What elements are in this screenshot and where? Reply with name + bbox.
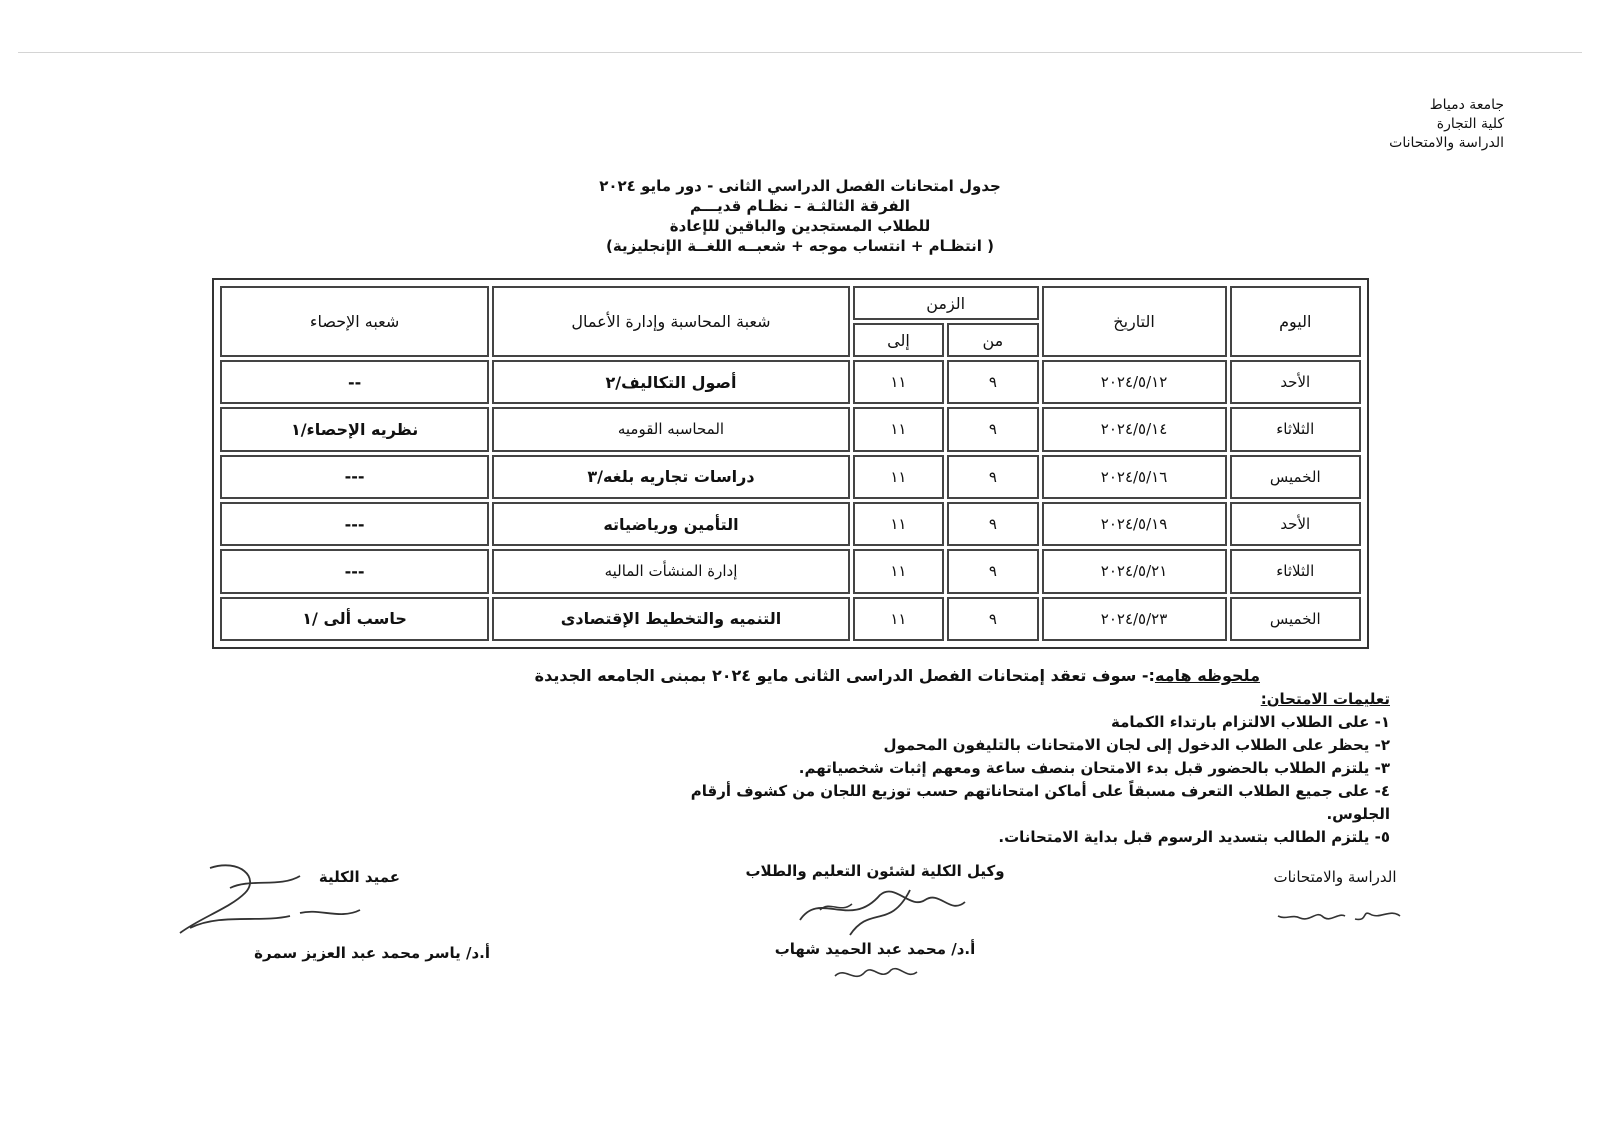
cell-day: الأحد: [1230, 360, 1362, 404]
cell-accounting: التأمين ورياضياته: [492, 502, 850, 546]
signature-block-dean: [170, 858, 490, 962]
instruction-item: ٥- يلتزم الطالب بتسديد الرسوم قبل بداية الامتحانات.: [998, 828, 1390, 846]
cell-statistics: ---: [220, 502, 489, 546]
cell-day: الخميس: [1230, 455, 1362, 499]
cell-statistics: --: [220, 360, 489, 404]
header-from: من: [947, 323, 1038, 357]
cell-date: ٢٠٢٤/٥/١٦: [1042, 455, 1227, 499]
note-text: :- سوف تعقد إمتحانات الفصل الدراسى الثانى مايو ٢٠٢٤ بمبنى الجامعه الجديدة: [534, 666, 1155, 685]
cell-accounting: دراسات تجاريه بلغه/٣: [492, 455, 850, 499]
cell-from: ٩: [947, 502, 1038, 546]
cell-day: الثلاثاء: [1230, 549, 1362, 593]
table-row: [220, 549, 1361, 593]
signature-title: وكيل الكلية لشئون التعليم والطلاب: [745, 862, 1005, 880]
cell-statistics: ---: [220, 455, 489, 499]
cell-to: ١١: [853, 597, 944, 641]
schedule-titles: [540, 176, 1060, 256]
department-name: الدراسة والامتحانات: [1389, 135, 1504, 151]
header-day: اليوم: [1230, 286, 1362, 357]
cell-date: ٢٠٢٤/٥/١٢: [1042, 360, 1227, 404]
note-label: ملحوظه هامه: [1154, 666, 1260, 685]
cell-accounting: أصول التكاليف/٢: [492, 360, 850, 404]
table-row: [220, 597, 1361, 641]
title-line-3: للطلاب المستجدين والباقين للإعادة: [669, 217, 931, 235]
university-name: جامعة دمياط: [1429, 97, 1504, 113]
institution-header: [1244, 96, 1504, 153]
instruction-item: ٣- يلتزم الطلاب بالحضور قبل بدء الامتحان بنصف ساعة ومعهم إثبات شخصياتهم.: [798, 759, 1390, 777]
handwritten-date-icon: [815, 958, 935, 988]
table-row: [220, 407, 1361, 451]
table-row: [220, 455, 1361, 499]
cell-from: ٩: [947, 360, 1038, 404]
instructions-title: تعليمات الامتحان:: [1260, 690, 1390, 708]
signature-block-exams: [1240, 868, 1430, 936]
signature-name: أ.د/ محمد عبد الحميد شهاب: [774, 940, 976, 958]
table-row: [220, 360, 1361, 404]
exam-instructions: [670, 688, 1390, 849]
signature-block-vice-dean: [740, 862, 1010, 988]
header-time: الزمن: [853, 286, 1039, 320]
handwritten-signature-icon: [760, 880, 990, 940]
instruction-item: ١- على الطلاب الالتزام بارتداء الكمامة: [1111, 713, 1390, 731]
cell-from: ٩: [947, 549, 1038, 593]
cell-statistics: حاسب ألى /١: [220, 597, 489, 641]
cell-accounting: المحاسبه القوميه: [492, 407, 850, 451]
exam-schedule-table: [212, 278, 1369, 649]
header-accounting: شعبة المحاسبة وإدارة الأعمال: [492, 286, 850, 357]
cell-date: ٢٠٢٤/٥/١٤: [1042, 407, 1227, 451]
cell-day: الأحد: [1230, 502, 1362, 546]
cell-to: ١١: [853, 360, 944, 404]
cell-accounting: التنميه والتخطيط الإقتصادى: [492, 597, 850, 641]
header-statistics: شعبه الإحصاء: [220, 286, 489, 357]
cell-to: ١١: [853, 407, 944, 451]
cell-date: ٢٠٢٤/٥/٢٣: [1042, 597, 1227, 641]
cell-accounting: إدارة المنشأت الماليه: [492, 549, 850, 593]
important-note: [430, 666, 1260, 685]
cell-to: ١١: [853, 502, 944, 546]
table-row: [220, 502, 1361, 546]
page-top-rule: [18, 52, 1582, 53]
cell-date: ٢٠٢٤/٥/١٩: [1042, 502, 1227, 546]
faculty-name: كلية التجارة: [1436, 116, 1504, 132]
cell-statistics: ---: [220, 549, 489, 593]
header-to: إلى: [853, 323, 944, 357]
cell-to: ١١: [853, 549, 944, 593]
cell-date: ٢٠٢٤/٥/٢١: [1042, 549, 1227, 593]
instruction-item: ٤- على جميع الطلاب التعرف مسبقاً على أماكن امتحاناتهم حسب توزيع اللجان من كشوف أرقام الجلوس.: [690, 782, 1390, 823]
title-line-2: الفرقة الثالثـة – نظـام قديـــم: [690, 197, 910, 215]
instruction-item: ٢- يحظر على الطلاب الدخول إلى لجان الامتحانات بالتليفون المحمول: [883, 736, 1390, 754]
cell-from: ٩: [947, 407, 1038, 451]
cell-to: ١١: [853, 455, 944, 499]
cell-statistics: نظريه الإحصاء/١: [220, 407, 489, 451]
cell-from: ٩: [947, 597, 1038, 641]
title-line-4: ( انتظـام + انتساب موجه + شعبــه اللغــة الإنجليزية): [606, 237, 994, 255]
header-date: التاريخ: [1042, 286, 1227, 357]
signature-name: أ.د/ ياسر محمد عبد العزيز سمرة: [254, 944, 490, 962]
cell-day: الثلاثاء: [1230, 407, 1362, 451]
handwritten-signature-icon: [1250, 886, 1420, 936]
cell-from: ٩: [947, 455, 1038, 499]
signature-title: الدراسة والامتحانات: [1273, 868, 1397, 886]
title-line-1: جدول امتحانات الفصل الدراسي الثانى - دور مايو ٢٠٢٤: [599, 177, 1001, 195]
cell-day: الخميس: [1230, 597, 1362, 641]
signature-title: عميد الكلية: [318, 868, 400, 886]
